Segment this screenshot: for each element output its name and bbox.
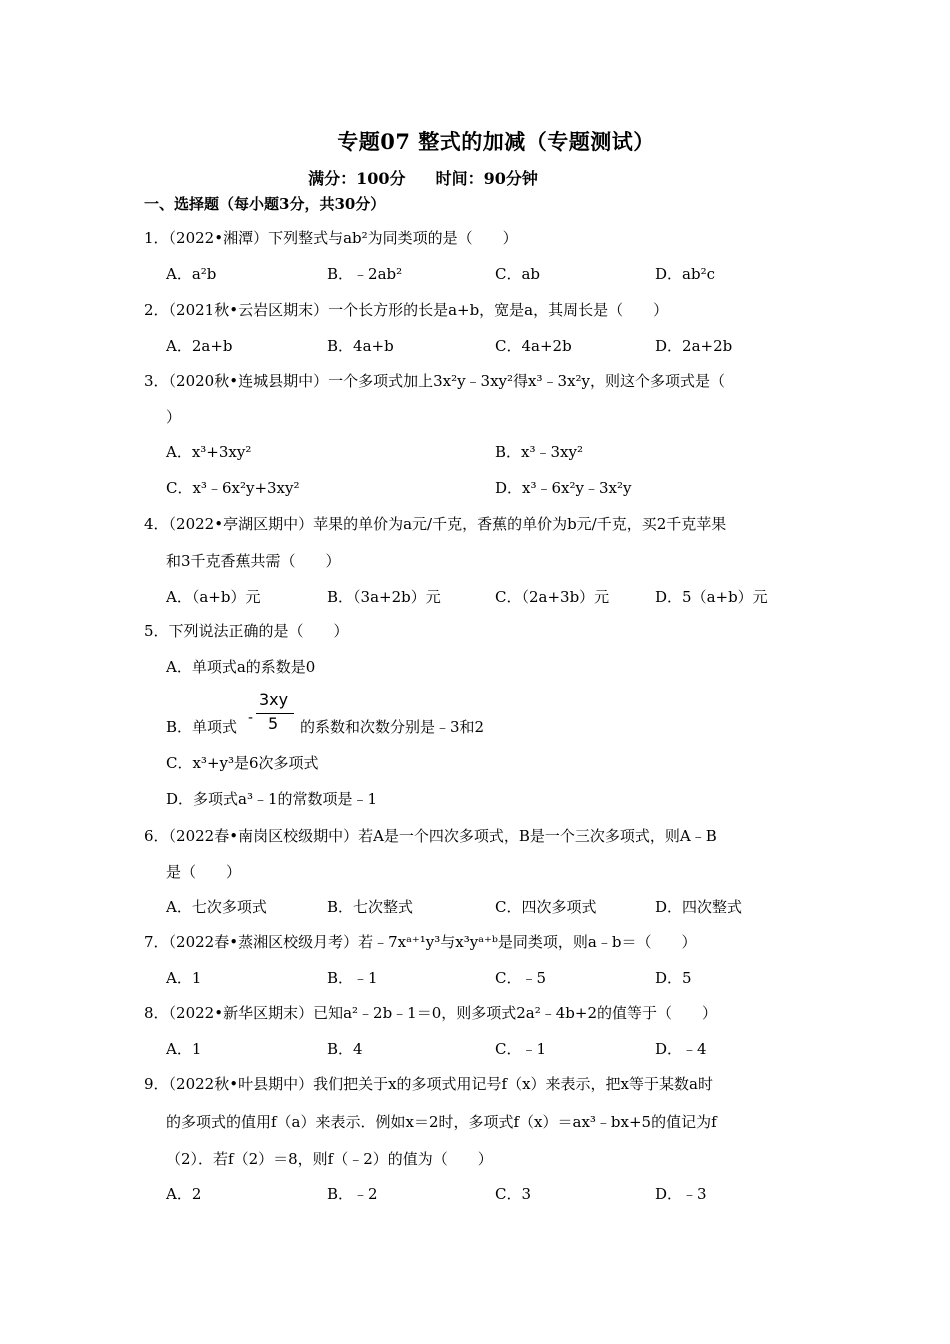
page-title: 专题07 整式的加减（专题测试） [337, 129, 655, 154]
q3-option-b: B．x³﹣3xy² [495, 443, 583, 461]
question-1-stem: 1．（2022•湘潭）下列整式与ab²为同类项的是（ ） [144, 229, 518, 247]
q4-option-b: B．（3a+2b）元 [327, 588, 441, 606]
q6-option-b: B．七次整式 [327, 898, 414, 916]
q9-option-a: A．2 [166, 1185, 202, 1203]
q1-option-c: C．ab [495, 265, 541, 283]
fraction-3xy-over-5 [248, 690, 294, 736]
q8-option-d: D．﹣4 [655, 1040, 707, 1058]
full-score: 满分：100分 [308, 169, 406, 188]
question-7-stem: 7．（2022春•蒸湘区校级月考）若﹣7xᵃ⁺¹y³与x³yᵃ⁺ᵇ是同类项，则a﹣b＝（ ） [144, 933, 697, 951]
q9-option-c: C．3 [495, 1185, 532, 1203]
q4-option-d: D．5（a+b）元 [655, 588, 768, 606]
q2-option-a: A．2a+b [166, 337, 233, 355]
q6-option-a: A．七次多项式 [166, 898, 267, 916]
q8-option-c: C．﹣1 [495, 1040, 547, 1058]
q7-option-b: B．﹣1 [327, 969, 378, 987]
question-2-stem: 2．（2021秋•云岩区期末）一个长方形的长是a+b，宽是a，其周长是（ ） [144, 301, 669, 319]
q3-option-d: D．x³﹣6x²y﹣3x²y [495, 479, 632, 497]
question-6-stem-line1: 6．（2022春•南岗区校级期中）若A是一个四次多项式，B是一个三次多项式，则A﹣B [144, 827, 717, 845]
q9-option-d: D．﹣3 [655, 1185, 707, 1203]
exam-time: 时间：90分钟 [435, 169, 538, 188]
question-8-stem: 8．（2022•新华区期末）已知a²﹣2b﹣1＝0，则多项式2a²﹣4b+2的值等于（ ） [144, 1004, 718, 1022]
q5-option-a: A．单项式a的系数是0 [166, 658, 316, 676]
question-9-stem-line2: 的多项式的值用f（a）来表示．例如x＝2时，多项式f（x）＝ax³﹣bx+5的值记为f [166, 1113, 717, 1131]
section-heading: 一、选择题（每小题3分，共30分） [144, 195, 386, 213]
exam-info [0, 166, 846, 189]
q3-option-c: C．x³﹣6x²y+3xy² [166, 479, 300, 497]
q2-option-c: C．4a+2b [495, 337, 572, 355]
fraction-denominator: 5 [268, 714, 279, 733]
q3-option-a: A．x³+3xy² [166, 443, 252, 461]
q9-option-b: B．﹣2 [327, 1185, 378, 1203]
q6-option-c: C．四次多项式 [495, 898, 597, 916]
q5-option-b-prefix: B．单项式 [166, 718, 238, 736]
q4-option-c: C．（2a+3b）元 [495, 588, 610, 606]
q7-option-a: A．1 [166, 969, 202, 987]
fraction-numerator: 3xy [259, 690, 289, 709]
q4-option-a: A．（a+b）元 [166, 588, 261, 606]
q5-option-c: C．x³+y³是6次多项式 [166, 754, 319, 772]
q8-option-a: A．1 [166, 1040, 202, 1058]
question-5-stem: 5．下列说法正确的是（ ） [144, 622, 349, 640]
q2-option-d: D．2a+2b [655, 337, 733, 355]
question-4-stem-line2: 和3千克香蕉共需（ ） [166, 552, 341, 570]
q7-option-c: C．﹣5 [495, 969, 547, 987]
q8-option-b: B．4 [327, 1040, 363, 1058]
q7-option-d: D．5 [655, 969, 692, 987]
q5-option-d: D．多项式a³﹣1的常数项是﹣1 [166, 790, 378, 808]
fraction-sign: - [248, 710, 254, 726]
question-3-stem-line1: 3．（2020秋•连城县期中）一个多项式加上3x²y﹣3xy²得x³﹣3x²y，则这个多项式是（ [144, 372, 726, 390]
question-9-stem-line3: （2）．若f（2）＝8，则f（﹣2）的值为（ ） [166, 1150, 493, 1168]
q1-option-b: B．﹣2ab² [327, 265, 403, 283]
q1-option-d: D．ab²c [655, 265, 715, 283]
q1-option-a: A．a²b [166, 265, 217, 283]
q6-option-d: D．四次整式 [655, 898, 743, 916]
q5-option-b-suffix: 的系数和次数分别是﹣3和2 [300, 718, 485, 736]
question-6-stem-line2: 是（ ） [166, 863, 242, 881]
question-4-stem-line1: 4．（2022•亭湖区期中）苹果的单价为a元/千克，香蕉的单价为b元/千克，买2千克苹果 [144, 515, 727, 533]
question-9-stem-line1: 9．（2022秋•叶县期中）我们把关于x的多项式用记号f（x）来表示，把x等于某数a时 [144, 1075, 713, 1093]
question-3-stem-line2: ） [166, 408, 182, 426]
q2-option-b: B．4a+b [327, 337, 394, 355]
